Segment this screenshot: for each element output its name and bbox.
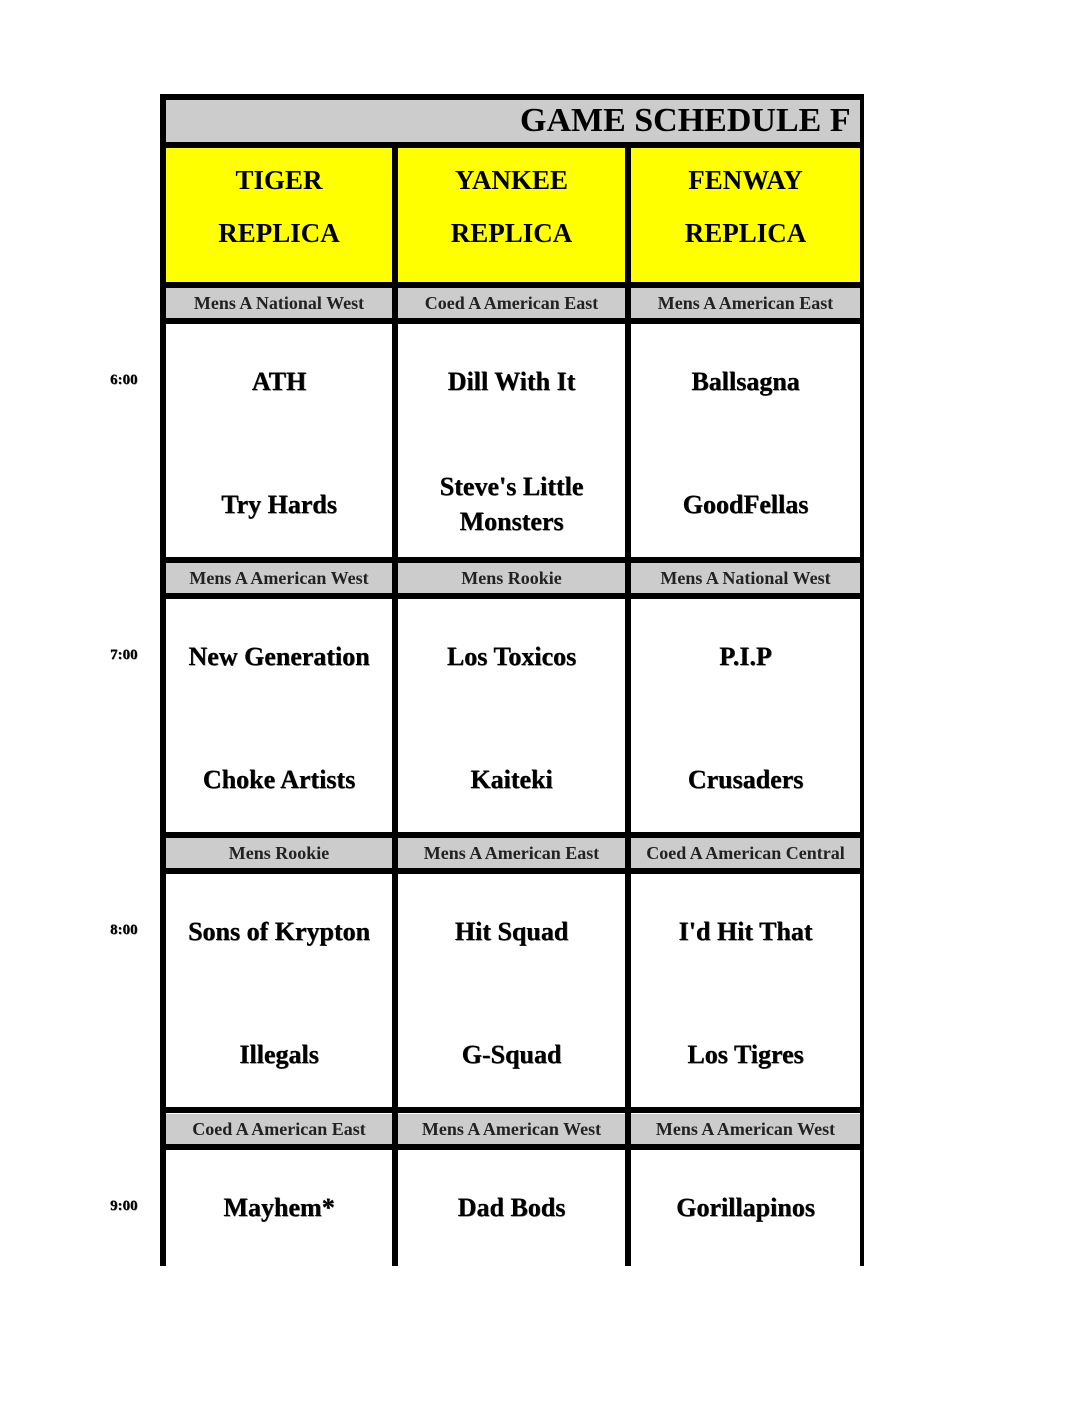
home-team-name: Gorillapinos <box>676 1193 815 1222</box>
field-type: REPLICA <box>684 218 807 248</box>
division-label-text: Mens A American West <box>655 1119 836 1139</box>
game-cell <box>398 874 625 1107</box>
division-label <box>398 288 625 318</box>
away-team-name: Illegals <box>239 1040 319 1069</box>
away-team-name: Steve's Little Monsters <box>439 472 584 536</box>
time-label: 8:00 <box>110 922 138 938</box>
away-team-name: Try Hards <box>221 490 337 519</box>
division-label <box>166 288 392 318</box>
away-team-name: G-Squad <box>461 1040 562 1069</box>
field-type: REPLICA <box>218 218 340 248</box>
division-label <box>398 1114 625 1144</box>
division-label-text: Coed A American East <box>424 293 599 313</box>
home-team-name: Dad Bods <box>457 1193 566 1222</box>
game-cell <box>166 874 392 1107</box>
home-team-name: New Generation <box>188 642 370 671</box>
division-label-text: Mens Rookie <box>461 568 562 588</box>
title-band <box>166 100 860 142</box>
field-name: FENWAY <box>688 165 803 195</box>
home-team-name: ATH <box>251 367 307 396</box>
home-team-name: P.I.P <box>719 642 772 671</box>
field-header-yankee <box>398 148 625 282</box>
away-team-name: Los Tigres <box>687 1040 804 1069</box>
away-team-name: Crusaders <box>687 765 804 794</box>
division-label-text: Mens A National West <box>660 568 831 588</box>
time-label: 6:00 <box>110 372 138 388</box>
game-cell <box>398 1150 625 1266</box>
division-label-text: Mens A American East <box>423 843 600 863</box>
away-team-name: GoodFellas <box>682 490 809 519</box>
field-name: TIGER <box>235 165 323 195</box>
division-label-text: Coed A American East <box>192 1119 366 1139</box>
home-team-name: Dill With It <box>447 367 576 396</box>
division-label-text: Coed A American Central <box>646 843 845 863</box>
division-label <box>631 1114 860 1144</box>
division-label <box>631 838 860 868</box>
division-label <box>166 563 392 593</box>
field-type: REPLICA <box>450 218 573 248</box>
game-cell <box>631 324 860 557</box>
away-team-name: Choke Artists <box>202 765 356 794</box>
division-label-text: Mens A American West <box>189 568 369 588</box>
division-label-text: Mens A American East <box>657 293 834 313</box>
slot-bottom-border <box>160 1107 864 1113</box>
game-cell <box>166 1150 392 1266</box>
time-label: 7:00 <box>110 647 138 663</box>
game-cell <box>398 324 625 557</box>
field-header-fenway <box>631 148 860 282</box>
field-header-tiger <box>166 148 392 282</box>
field-name: YANKEE <box>454 165 569 195</box>
home-team-name: Los Toxicos <box>446 642 577 671</box>
division-label <box>398 838 625 868</box>
game-cell <box>166 324 392 557</box>
home-team-name: I'd Hit That <box>678 917 813 946</box>
division-label <box>166 1114 392 1144</box>
home-team-name: Ballsagna <box>691 367 800 396</box>
time-label: 9:00 <box>110 1198 138 1214</box>
page-title: GAME SCHEDULE F <box>520 102 851 139</box>
home-team-name: Mayhem* <box>223 1193 335 1222</box>
game-cell <box>631 599 860 832</box>
home-team-name: Hit Squad <box>454 917 569 946</box>
game-cell <box>631 874 860 1107</box>
home-team-name: Sons of Krypton <box>187 917 371 946</box>
division-label <box>631 563 860 593</box>
game-cell <box>166 599 392 832</box>
division-label <box>631 288 860 318</box>
frame-right-border <box>860 94 864 1266</box>
away-team-name: Kaiteki <box>470 765 553 794</box>
game-cell <box>631 1150 860 1266</box>
division-label-text: Mens Rookie <box>228 843 330 863</box>
division-label <box>398 563 625 593</box>
division-label-text: Mens A American West <box>421 1119 602 1139</box>
division-label <box>166 838 392 868</box>
division-label-text: Mens A National West <box>193 293 365 313</box>
game-cell <box>398 599 625 832</box>
